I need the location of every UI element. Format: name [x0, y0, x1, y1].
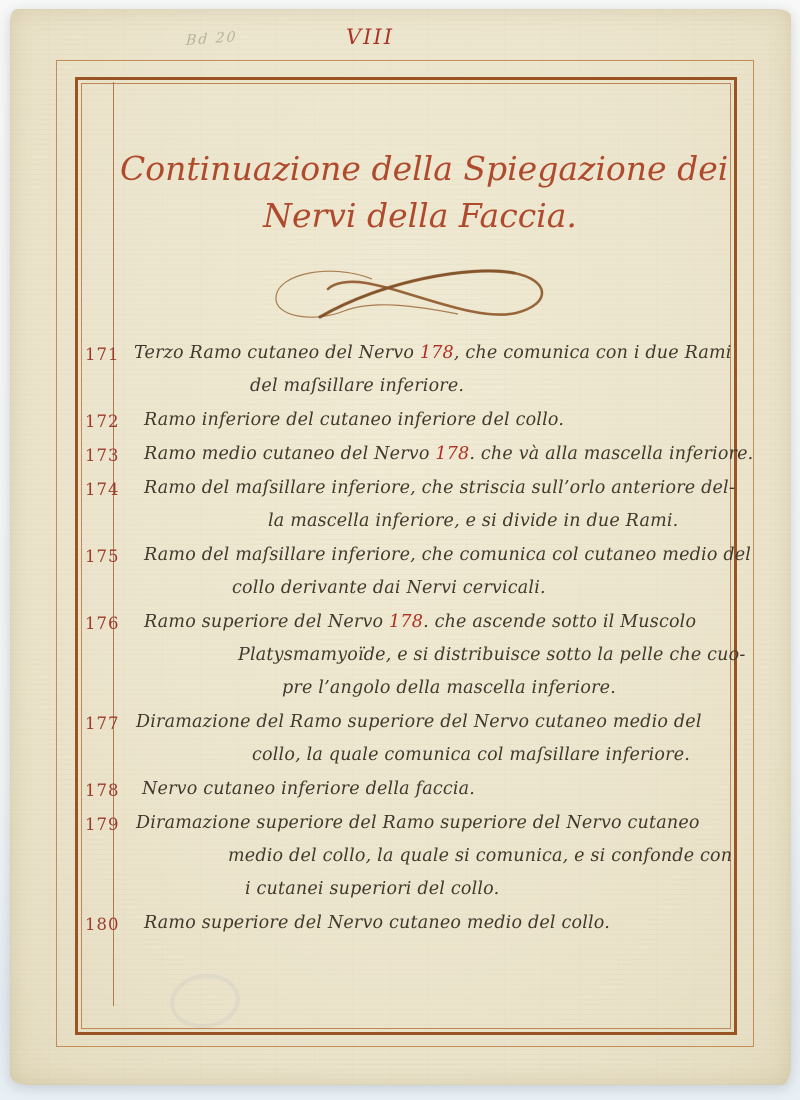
entry-171	[85, 337, 732, 403]
entry-text-line: pre l’angolo della mascella inferiore.	[282, 678, 616, 698]
entry-text-line: Terzo Ramo cutaneo del Nervo 178, che comunica con i due Rami	[134, 343, 732, 363]
manuscript-page	[10, 9, 791, 1085]
nerve-ref-number: 178	[435, 444, 470, 464]
entry-number: 177	[85, 714, 120, 733]
entry-number: 176	[85, 614, 120, 633]
entry-number: 179	[85, 815, 120, 834]
entry-text-line: Nervo cutaneo inferiore della faccia.	[142, 779, 476, 799]
entry-number: 178	[85, 781, 120, 800]
entry-text-line: Ramo del maſsillare inferiore, che striscia sull’orlo anteriore del-	[144, 478, 735, 498]
entry-176	[85, 606, 746, 705]
entry-text-line: i cutanei superiori del collo.	[245, 879, 500, 899]
entry-number: 180	[85, 915, 120, 934]
entry-text-line: collo, la quale comunica col maſsillare inferiore.	[252, 745, 691, 765]
entry-number: 173	[85, 446, 120, 465]
page-title	[120, 145, 729, 239]
entry-179	[85, 807, 733, 906]
entry-text-line: Ramo superiore del Nervo cutaneo medio del collo.	[144, 913, 610, 933]
entry-text-line: medio del collo, la quale si comunica, e si confonde con	[228, 846, 733, 866]
entry-text-line: Diramazione superiore del Ramo superiore del Nervo cutaneo	[136, 813, 700, 833]
entry-text-line: la mascella inferiore, e si divide in due Rami.	[268, 511, 679, 531]
entry-text-line: Ramo medio cutaneo del Nervo 178. che và alla mascella inferiore.	[144, 444, 754, 464]
pencil-inventory-note: Bd 20	[185, 29, 239, 49]
entry-text-line: del maſsillare inferiore.	[250, 376, 465, 396]
entry-number: 171	[85, 345, 120, 364]
entry-number: 172	[85, 412, 120, 431]
entry-text-line: Ramo inferiore del cutaneo inferiore del collo.	[144, 410, 565, 430]
entry-text-line: Ramo superiore del Nervo 178. che ascende sotto il Muscolo	[144, 612, 697, 632]
entry-180	[85, 907, 730, 940]
entry-text-line: Platysmamyoïde, e si distribuisce sotto la pelle che cuo-	[238, 645, 746, 665]
page-title-line-2: Nervi della Faccia.	[263, 196, 577, 235]
entry-number: 174	[85, 480, 120, 499]
entry-174	[85, 472, 735, 538]
nerve-ref-number: 178	[419, 343, 454, 363]
entry-172	[85, 404, 730, 437]
entry-text-line: Ramo del maſsillare inferiore, che comunica col cutaneo medio del	[144, 545, 752, 565]
nerve-ref-number: 178	[389, 612, 424, 632]
entry-text-line: collo derivante dai Nervi cervicali.	[232, 578, 546, 598]
calligraphic-flourish-icon	[262, 259, 562, 333]
page-title-line-1: Continuazione della Spiegazione dei	[120, 149, 729, 188]
entry-177	[85, 706, 730, 772]
entry-number: 175	[85, 547, 120, 566]
page-number: VIII	[345, 25, 395, 49]
entry-178	[85, 773, 730, 806]
entry-173	[85, 438, 754, 471]
entry-list	[85, 337, 754, 941]
entry-text-line: Diramazione del Ramo superiore del Nervo cutaneo medio del	[136, 712, 702, 732]
entry-175	[85, 539, 752, 605]
